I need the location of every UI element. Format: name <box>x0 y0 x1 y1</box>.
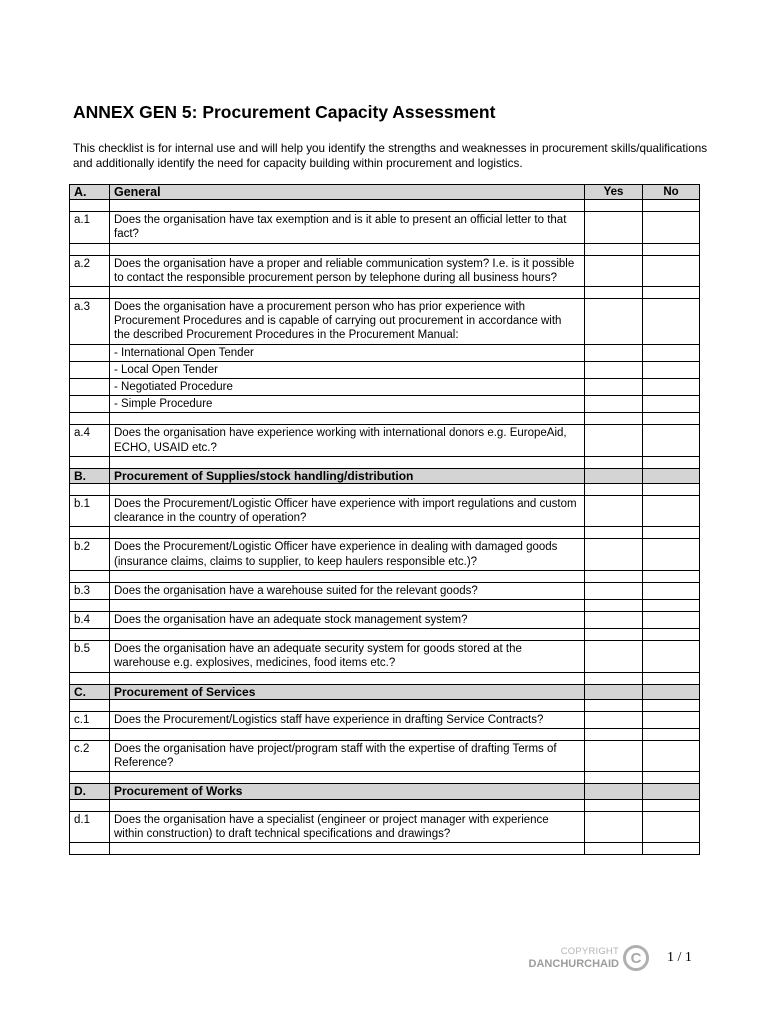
spacer-row <box>70 527 700 539</box>
no-answer-cell[interactable] <box>643 425 700 456</box>
copyright-icon: C <box>623 945 649 971</box>
yes-answer-cell[interactable] <box>585 379 643 396</box>
empty-cell <box>110 287 585 299</box>
spacer-row <box>70 413 700 425</box>
empty-cell <box>643 600 700 612</box>
no-answer-cell[interactable] <box>643 741 700 772</box>
empty-cell <box>70 772 110 784</box>
spacer-row <box>70 699 700 711</box>
question-code: a.3 <box>70 299 110 345</box>
brand-name: DANCHURCHAID <box>528 958 619 970</box>
empty-cell <box>585 843 643 855</box>
question-option-row <box>70 396 700 413</box>
empty-cell <box>110 456 585 468</box>
question-code: a.2 <box>70 255 110 286</box>
yes-answer-cell[interactable] <box>585 641 643 672</box>
section-code: B. <box>70 468 110 483</box>
empty-cell <box>585 484 643 496</box>
empty-cell <box>110 672 585 684</box>
empty-cell <box>70 527 110 539</box>
copyright-logo <box>528 944 653 976</box>
section-title: Procurement of Supplies/stock handling/distribution <box>110 468 585 483</box>
empty-cell <box>585 456 643 468</box>
question-text: Does the organisation have an adequate stock management system? <box>110 612 585 629</box>
empty-cell <box>643 570 700 582</box>
empty-cell <box>70 729 110 741</box>
question-code: a.1 <box>70 212 110 243</box>
spacer-row <box>70 799 700 811</box>
empty-cell <box>643 799 700 811</box>
empty-cell <box>585 413 643 425</box>
question-code <box>70 344 110 361</box>
empty-cell <box>643 629 700 641</box>
intro-text: This checklist is for internal use and will help you identify the strengths and weaknesses in procurement skills/qualifications and additionally identify the need for capacity building within procurement and logistics. <box>73 142 708 170</box>
spacer-row <box>70 772 700 784</box>
question-text: Does the organisation have an adequate security system for goods stored at the warehouse e.g. explosives, medicines, food items etc.? <box>110 641 585 672</box>
assessment-table <box>69 184 700 855</box>
yes-column-header: Yes <box>585 185 643 200</box>
empty-cell <box>70 287 110 299</box>
yes-answer-cell[interactable] <box>585 741 643 772</box>
empty-cell <box>110 200 585 212</box>
spacer-row <box>70 200 700 212</box>
empty-cell <box>110 413 585 425</box>
empty-cell <box>110 600 585 612</box>
yes-answer-cell[interactable] <box>585 612 643 629</box>
question-code <box>70 396 110 413</box>
copyright-label: COPYRIGHT <box>560 946 619 957</box>
empty-cell <box>70 843 110 855</box>
yes-answer-cell[interactable] <box>585 539 643 570</box>
empty-cell <box>70 699 110 711</box>
empty-cell <box>110 699 585 711</box>
question-option: - Negotiated Procedure <box>110 379 585 396</box>
empty-cell <box>585 699 643 711</box>
empty-cell <box>585 600 643 612</box>
question-code: c.2 <box>70 741 110 772</box>
question-code: a.4 <box>70 425 110 456</box>
question-option: - Simple Procedure <box>110 396 585 413</box>
empty-cell <box>643 456 700 468</box>
question-text: Does the organisation have a warehouse suited for the relevant goods? <box>110 582 585 599</box>
question-text: Does the Procurement/Logistic Officer have experience in dealing with damaged goods (insurance claims, claims to supplier, to keep haulers responsible etc.)? <box>110 539 585 570</box>
yes-answer-cell[interactable] <box>585 425 643 456</box>
question-row <box>70 711 700 728</box>
section-header-row <box>70 185 700 200</box>
question-row <box>70 539 700 570</box>
document-title: ANNEX GEN 5: Procurement Capacity Assessment <box>73 102 496 122</box>
empty-cell <box>585 729 643 741</box>
spacer-row <box>70 843 700 855</box>
question-code: c.1 <box>70 711 110 728</box>
question-row <box>70 641 700 672</box>
empty-cell <box>70 413 110 425</box>
question-option: - International Open Tender <box>110 344 585 361</box>
empty-cell <box>643 200 700 212</box>
spacer-row <box>70 729 700 741</box>
spacer-row <box>70 570 700 582</box>
no-answer-cell[interactable] <box>643 379 700 396</box>
question-row <box>70 612 700 629</box>
question-row <box>70 496 700 527</box>
empty-cell <box>643 729 700 741</box>
empty-cell <box>585 287 643 299</box>
yes-header-cell <box>585 784 643 799</box>
no-answer-cell[interactable] <box>643 811 700 842</box>
question-code: b.5 <box>70 641 110 672</box>
no-answer-cell[interactable] <box>643 299 700 345</box>
no-answer-cell[interactable] <box>643 539 700 570</box>
empty-cell <box>585 243 643 255</box>
assessment-table-body <box>70 185 700 855</box>
yes-answer-cell[interactable] <box>585 361 643 378</box>
section-header-row <box>70 784 700 799</box>
yes-answer-cell[interactable] <box>585 299 643 345</box>
empty-cell <box>585 629 643 641</box>
no-answer-cell[interactable] <box>643 212 700 243</box>
section-code: D. <box>70 784 110 799</box>
question-text: Does the organisation have a procurement person who has prior experience with Procurement Procedures and is capable of carrying out procurement in accordance with the described Procurement Procedures in the Procurement Manual: <box>110 299 585 345</box>
empty-cell <box>643 484 700 496</box>
yes-answer-cell[interactable] <box>585 255 643 286</box>
no-answer-cell[interactable] <box>643 255 700 286</box>
question-row <box>70 741 700 772</box>
empty-cell <box>110 484 585 496</box>
spacer-row <box>70 243 700 255</box>
yes-header-cell <box>585 468 643 483</box>
section-header-row <box>70 468 700 483</box>
empty-cell <box>110 527 585 539</box>
section-code: A. <box>70 185 110 200</box>
section-title: Procurement of Works <box>110 784 585 799</box>
yes-answer-cell[interactable] <box>585 582 643 599</box>
empty-cell <box>110 799 585 811</box>
empty-cell <box>70 799 110 811</box>
question-text: Does the organisation have a specialist (engineer or project manager with experience within construction) to draft technical specifications and drawings? <box>110 811 585 842</box>
question-text: Does the organisation have project/program staff with the expertise of drafting Terms of Reference? <box>110 741 585 772</box>
empty-cell <box>585 200 643 212</box>
question-code: b.3 <box>70 582 110 599</box>
empty-cell <box>70 456 110 468</box>
question-option-row <box>70 361 700 378</box>
empty-cell <box>643 772 700 784</box>
question-text: Does the organisation have experience working with international donors e.g. EuropeAid, ECHO, USAID etc.? <box>110 425 585 456</box>
spacer-row <box>70 629 700 641</box>
no-answer-cell[interactable] <box>643 361 700 378</box>
empty-cell <box>110 729 585 741</box>
empty-cell <box>585 799 643 811</box>
yes-answer-cell[interactable] <box>585 344 643 361</box>
empty-cell <box>70 484 110 496</box>
empty-cell <box>643 843 700 855</box>
empty-cell <box>585 570 643 582</box>
empty-cell <box>643 699 700 711</box>
empty-cell <box>643 243 700 255</box>
no-column-header: No <box>643 185 700 200</box>
section-title: General <box>110 185 585 200</box>
spacer-row <box>70 600 700 612</box>
empty-cell <box>70 600 110 612</box>
yes-answer-cell[interactable] <box>585 711 643 728</box>
empty-cell <box>70 243 110 255</box>
question-option: - Local Open Tender <box>110 361 585 378</box>
no-answer-cell[interactable] <box>643 344 700 361</box>
empty-cell <box>585 527 643 539</box>
empty-cell <box>70 629 110 641</box>
yes-answer-cell[interactable] <box>585 496 643 527</box>
yes-answer-cell[interactable] <box>585 811 643 842</box>
question-option-row <box>70 344 700 361</box>
no-answer-cell[interactable] <box>643 396 700 413</box>
empty-cell <box>585 672 643 684</box>
empty-cell <box>70 672 110 684</box>
empty-cell <box>110 629 585 641</box>
no-header-cell <box>643 784 700 799</box>
empty-cell <box>70 570 110 582</box>
question-code <box>70 379 110 396</box>
question-text: Does the Procurement/Logistic Officer have experience with import regulations and custom clearance in the country of operation? <box>110 496 585 527</box>
question-row <box>70 255 700 286</box>
empty-cell <box>110 772 585 784</box>
spacer-row <box>70 456 700 468</box>
no-answer-cell[interactable] <box>643 711 700 728</box>
empty-cell <box>643 413 700 425</box>
spacer-row <box>70 287 700 299</box>
no-answer-cell[interactable] <box>643 641 700 672</box>
question-text: Does the organisation have tax exemption and is it able to present an official letter to that fact? <box>110 212 585 243</box>
page-number: 1 / 1 <box>667 950 692 965</box>
spacer-row <box>70 484 700 496</box>
no-answer-cell[interactable] <box>643 612 700 629</box>
question-code: b.2 <box>70 539 110 570</box>
yes-answer-cell[interactable] <box>585 212 643 243</box>
question-row <box>70 811 700 842</box>
section-header-row <box>70 684 700 699</box>
spacer-row <box>70 672 700 684</box>
question-code: b.1 <box>70 496 110 527</box>
question-code: d.1 <box>70 811 110 842</box>
yes-answer-cell[interactable] <box>585 396 643 413</box>
question-option-row <box>70 379 700 396</box>
question-text: Does the organisation have a proper and reliable communication system? I.e. is it possible to contact the responsible procurement person by telephone during all business hours? <box>110 255 585 286</box>
empty-cell <box>110 243 585 255</box>
empty-cell <box>643 672 700 684</box>
question-text: Does the Procurement/Logistics staff have experience in drafting Service Contracts? <box>110 711 585 728</box>
section-title: Procurement of Services <box>110 684 585 699</box>
no-header-cell <box>643 468 700 483</box>
question-row <box>70 299 700 345</box>
empty-cell <box>643 527 700 539</box>
question-row <box>70 212 700 243</box>
empty-cell <box>585 772 643 784</box>
section-code: C. <box>70 684 110 699</box>
question-code: b.4 <box>70 612 110 629</box>
question-row <box>70 425 700 456</box>
question-code <box>70 361 110 378</box>
empty-cell <box>643 287 700 299</box>
no-answer-cell[interactable] <box>643 582 700 599</box>
no-answer-cell[interactable] <box>643 496 700 527</box>
yes-header-cell <box>585 684 643 699</box>
question-row <box>70 582 700 599</box>
empty-cell <box>70 200 110 212</box>
empty-cell <box>110 570 585 582</box>
empty-cell <box>110 843 585 855</box>
no-header-cell <box>643 684 700 699</box>
